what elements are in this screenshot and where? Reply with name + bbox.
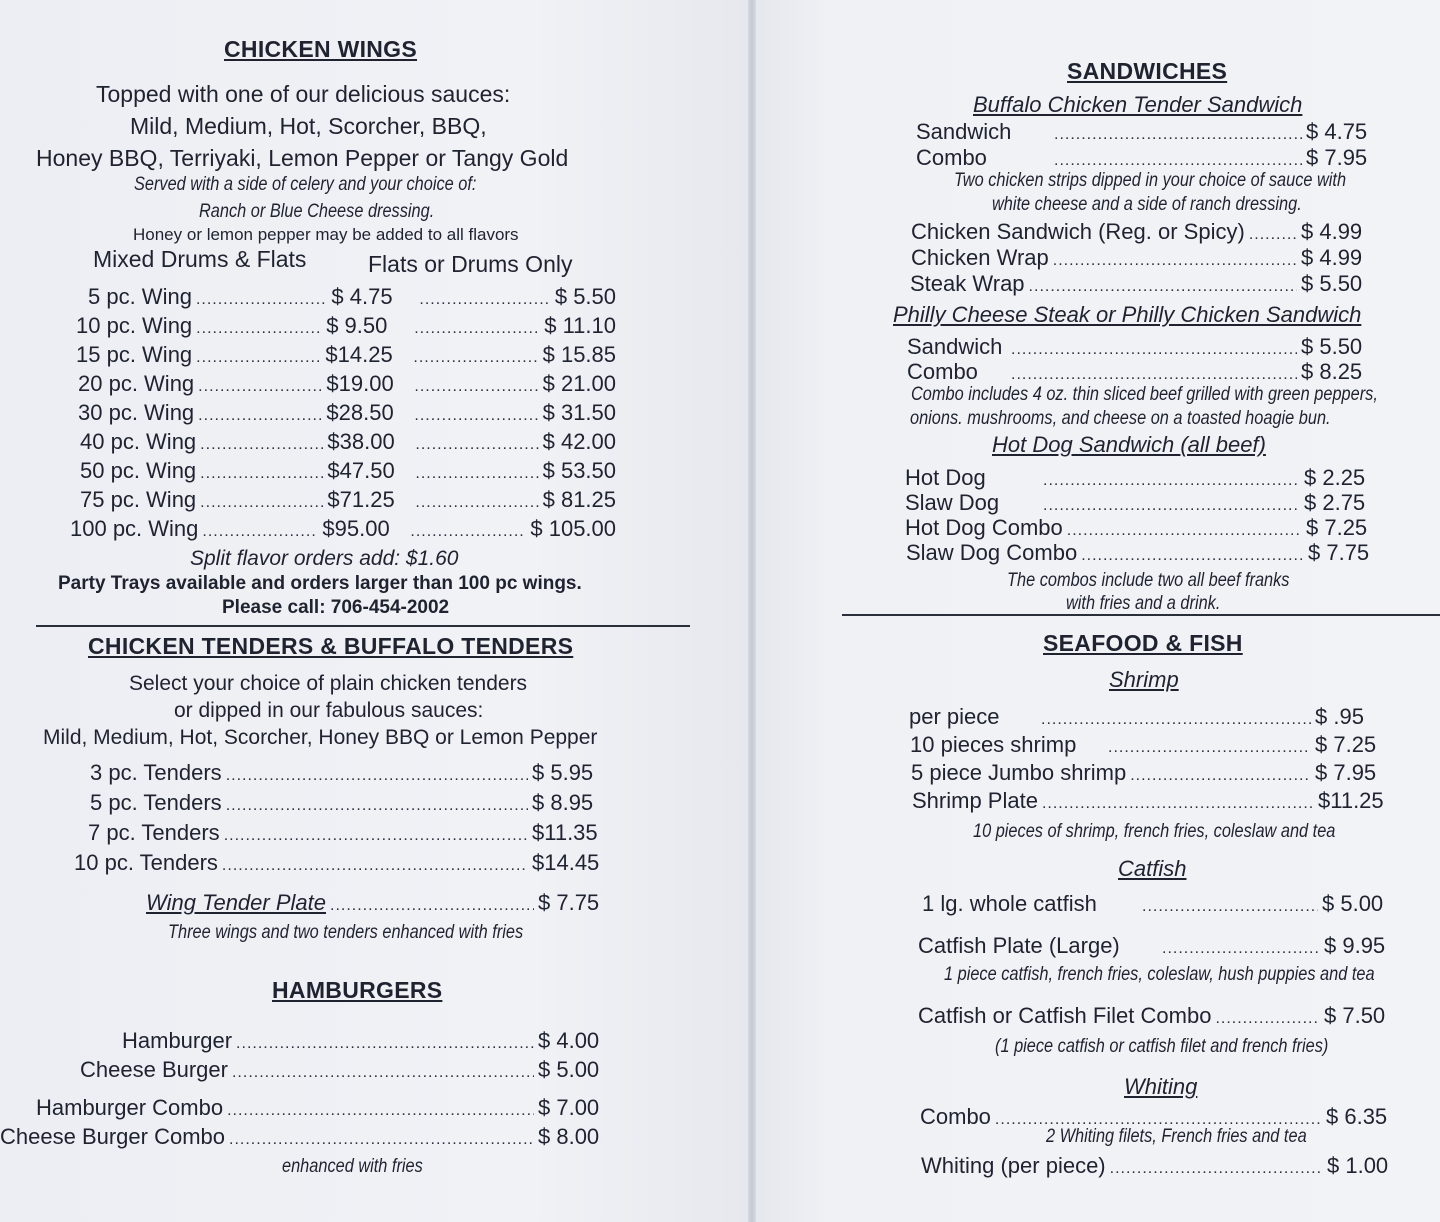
philly-item-price: $ 5.50 <box>1301 334 1363 359</box>
wing-row <box>78 400 616 426</box>
hotdog-price: $ 2.25 <box>1304 465 1366 490</box>
shrimp-name: Shrimp Plate <box>912 788 1038 813</box>
philly-note: Combo includes 4 oz. thin sliced beef grilled with green peppers, <box>911 384 1378 405</box>
catfish-plate-price: $ 9.95 <box>1324 933 1386 958</box>
hotdog-name: Hot Dog <box>905 465 986 490</box>
burger-name: Hamburger Combo <box>36 1095 224 1120</box>
wing-mixed-price: $71.25 <box>327 487 395 512</box>
tender-price: $ 5.95 <box>532 760 594 785</box>
section-divider <box>36 625 690 627</box>
wing-flats-price: $ 11.10 <box>544 313 617 338</box>
wing-mixed-price: $95.00 <box>322 516 390 541</box>
burger-price: $ 8.00 <box>538 1124 600 1149</box>
wing-name: 50 pc. Wing <box>80 458 197 483</box>
tender-row <box>90 790 608 816</box>
buffalo-item-price: $ 7.95 <box>1306 145 1368 170</box>
shrimp-price: $11.25 <box>1318 788 1384 813</box>
hotdog-row <box>906 540 1374 566</box>
hotdog-price: $ 7.25 <box>1306 515 1368 540</box>
philly-row <box>907 334 1367 360</box>
buffalo-note-2: white cheese and a side of ranch dressing. <box>992 194 1302 215</box>
hamburgers-heading: HAMBURGERS <box>272 977 443 1003</box>
seafood-heading: SEAFOOD & FISH <box>1043 630 1243 656</box>
wing-name: 100 pc. Wing <box>70 516 199 541</box>
wings-dressing-note: Ranch or Blue Cheese dressing. <box>199 201 435 222</box>
burger-name: Hamburger <box>122 1028 233 1053</box>
hotdog-note: The combos include two all beef franks <box>1007 570 1290 591</box>
burger-price: $ 5.00 <box>538 1057 600 1082</box>
philly-row <box>907 359 1367 385</box>
catfish-combo-row <box>918 1003 1388 1029</box>
wing-flats-price: $ 53.50 <box>542 458 617 483</box>
hotdog-name: Slaw Dog Combo <box>906 540 1078 565</box>
wings-col-flats: Flats or Drums Only <box>368 251 573 277</box>
wings-sauces: Mild, Medium, Hot, Scorcher, BBQ, <box>130 113 487 139</box>
tender-name: 10 pc. Tenders <box>74 850 218 875</box>
wing-name: 20 pc. Wing <box>78 371 195 396</box>
sandwich-name: Chicken Sandwich (Reg. or Spicy) <box>911 219 1245 244</box>
buffalo-row <box>916 119 1372 145</box>
catfish-whole-row <box>922 891 1386 917</box>
wing-flats-price: $ 81.25 <box>542 487 617 512</box>
wing-name: 5 pc. Wing <box>88 284 192 309</box>
wing-tender-plate-row <box>146 890 608 916</box>
tenders-sauces: Mild, Medium, Hot, Scorcher, Honey BBQ or Lemon Pepper <box>43 726 598 749</box>
tenders-heading: CHICKEN TENDERS & BUFFALO TENDERS <box>88 633 574 659</box>
shrimp-heading: Shrimp <box>1109 667 1179 692</box>
sandwich-name: Chicken Wrap <box>911 245 1049 270</box>
sandwich-name: Steak Wrap <box>910 271 1025 296</box>
wing-name: 15 pc. Wing <box>76 342 193 367</box>
hotdog-price: $ 7.75 <box>1308 540 1370 565</box>
catfish-plate-note: 1 piece catfish, french fries, coleslaw, hush puppies and tea <box>944 964 1375 985</box>
wing-name: 75 pc. Wing <box>80 487 197 512</box>
shrimp-price: $ 7.95 <box>1315 760 1377 785</box>
philly-item-price: $ 8.25 <box>1301 359 1363 384</box>
shrimp-row <box>911 760 1379 786</box>
wing-flats-price: $ 15.85 <box>542 342 617 367</box>
burger-name: Cheese Burger <box>80 1057 228 1082</box>
sandwich-row <box>911 245 1367 271</box>
catfish-combo-note: (1 piece catfish or catfish filet and french fries) <box>995 1036 1329 1057</box>
shrimp-price: $ 7.25 <box>1315 732 1377 757</box>
wing-mixed-price: $19.00 <box>326 371 394 396</box>
shrimp-name: per piece <box>909 704 1000 729</box>
catfish-whole-price: $ 5.00 <box>1322 891 1384 916</box>
hotdog-row <box>905 465 1370 491</box>
menu-fold <box>748 0 756 1222</box>
shrimp-name: 10 pieces shrimp <box>910 732 1077 757</box>
wing-row <box>78 371 616 397</box>
wing-flats-price: $ 105.00 <box>530 516 617 541</box>
tenders-intro-2: or dipped in our fabulous sauces: <box>174 699 484 722</box>
burger-row <box>122 1028 608 1054</box>
burger-combo-note: enhanced with fries <box>282 1156 423 1177</box>
shrimp-price: $ .95 <box>1315 704 1364 729</box>
burger-price: $ 4.00 <box>538 1028 600 1053</box>
wing-tender-plate-price: $ 7.75 <box>538 890 600 915</box>
tender-name: 3 pc. Tenders <box>90 760 222 785</box>
shrimp-row <box>909 704 1379 730</box>
whiting-heading: Whiting <box>1124 1074 1198 1099</box>
tender-name: 7 pc. Tenders <box>88 820 220 845</box>
wing-mixed-price: $28.50 <box>326 400 394 425</box>
sandwich-price: $ 4.99 <box>1301 245 1363 270</box>
wings-heading: CHICKEN WINGS <box>224 36 418 62</box>
sandwich-row <box>911 219 1367 245</box>
tender-price: $11.35 <box>532 820 598 845</box>
hotdog-row <box>905 490 1370 516</box>
whiting-piece-price: $ 1.00 <box>1327 1153 1389 1178</box>
sandwich-row <box>910 271 1367 297</box>
burger-name: Cheese Burger Combo <box>0 1124 226 1149</box>
wing-flats-price: $ 21.00 <box>542 371 617 396</box>
buffalo-item-name: Combo <box>916 145 987 170</box>
burger-row <box>36 1095 608 1121</box>
sandwiches-heading: SANDWICHES <box>1067 58 1228 84</box>
wing-row <box>80 429 616 455</box>
wing-row <box>80 487 616 513</box>
shrimp-name: 5 piece Jumbo shrimp <box>911 760 1127 785</box>
wing-flats-price: $ 31.50 <box>542 400 617 425</box>
philly-heading: Philly Cheese Steak or Philly Chicken Sandwich <box>893 302 1362 327</box>
burger-row <box>80 1057 608 1083</box>
wing-tender-plate-name: Wing Tender Plate <box>146 890 326 915</box>
hotdog-row <box>905 515 1372 541</box>
catfish-plate-row <box>918 933 1388 959</box>
phone-number: Please call: 706-454-2002 <box>222 597 450 618</box>
wing-name: 40 pc. Wing <box>80 429 197 454</box>
tender-price: $ 8.95 <box>532 790 594 815</box>
burger-row <box>0 1124 608 1150</box>
wing-mixed-price: $14.25 <box>325 342 393 367</box>
wings-sauces-2: Honey BBQ, Terriyaki, Lemon Pepper or Tangy Gold <box>36 145 569 171</box>
sandwich-price: $ 4.99 <box>1301 219 1363 244</box>
catfish-whole-name: 1 lg. whole catfish <box>922 891 1097 916</box>
wing-flats-price: $ 42.00 <box>542 429 617 454</box>
wing-mixed-price: $47.50 <box>327 458 395 483</box>
hotdog-price: $ 2.75 <box>1304 490 1366 515</box>
tender-name: 5 pc. Tenders <box>90 790 222 815</box>
buffalo-item-name: Sandwich <box>916 119 1012 144</box>
wing-mixed-price: $ 4.75 <box>331 284 393 309</box>
whiting-combo-note: 2 Whiting filets, French fries and tea <box>1046 1126 1307 1147</box>
shrimp-row <box>912 788 1382 814</box>
wings-flavor-note: Honey or lemon pepper may be added to all flavors <box>133 225 519 244</box>
wings-served-note: Served with a side of celery and your choice of: <box>134 174 477 195</box>
whiting-piece-row <box>921 1153 1391 1179</box>
catfish-plate-name: Catfish Plate (Large) <box>918 933 1120 958</box>
whiting-combo-name: Combo <box>920 1104 991 1129</box>
wing-row <box>70 516 616 542</box>
buffalo-item-price: $ 4.75 <box>1306 119 1368 144</box>
wing-tender-plate-note: Three wings and two tenders enhanced with fries <box>168 922 524 943</box>
wing-row <box>76 313 616 339</box>
wing-name: 30 pc. Wing <box>78 400 195 425</box>
wing-mixed-price: $38.00 <box>327 429 395 454</box>
sandwich-price: $ 5.50 <box>1301 271 1363 296</box>
wing-mixed-price: $ 9.50 <box>326 313 388 338</box>
tenders-intro: Select your choice of plain chicken tenders <box>129 672 528 695</box>
tender-price: $14.45 <box>532 850 600 875</box>
philly-item-name: Combo <box>907 359 978 384</box>
shrimp-plate-note: 10 pieces of shrimp, french fries, coleslaw and tea <box>973 821 1336 842</box>
burger-price: $ 7.00 <box>538 1095 600 1120</box>
philly-item-name: Sandwich <box>907 334 1003 359</box>
section-divider <box>842 614 1440 616</box>
hotdog-note-2: with fries and a drink. <box>1066 593 1221 614</box>
wing-row <box>80 458 616 484</box>
wings-intro: Topped with one of our delicious sauces: <box>96 81 511 107</box>
hotdog-name: Hot Dog Combo <box>905 515 1063 540</box>
tender-row <box>90 760 608 786</box>
tender-row <box>88 820 608 846</box>
buffalo-note: Two chicken strips dipped in your choice of sauce with <box>954 170 1347 191</box>
catfish-combo-name: Catfish or Catfish Filet Combo <box>918 1003 1212 1028</box>
buffalo-sandwich-heading: Buffalo Chicken Tender Sandwich <box>973 92 1303 117</box>
hotdog-name: Slaw Dog <box>905 490 1000 515</box>
philly-note-2: onions. mushrooms, and cheese on a toasted hoagie bun. <box>910 408 1331 429</box>
whiting-combo-price: $ 6.35 <box>1326 1104 1388 1129</box>
shrimp-row <box>910 732 1379 758</box>
buffalo-row <box>916 145 1372 171</box>
catfish-heading: Catfish <box>1118 856 1187 881</box>
hotdog-heading: Hot Dog Sandwich (all beef) <box>992 432 1266 457</box>
tender-row <box>74 850 608 876</box>
wing-row <box>88 284 616 310</box>
wing-name: 10 pc. Wing <box>76 313 193 338</box>
whiting-piece-name: Whiting (per piece) <box>921 1153 1106 1178</box>
catfish-combo-price: $ 7.50 <box>1324 1003 1386 1028</box>
split-flavor-note: Split flavor orders add: $1.60 <box>190 547 459 570</box>
wing-flats-price: $ 5.50 <box>554 284 617 309</box>
party-trays-note: Party Trays available and orders larger than 100 pc wings. <box>58 573 582 594</box>
wings-col-mixed: Mixed Drums & Flats <box>93 246 307 272</box>
wing-row <box>76 342 616 368</box>
